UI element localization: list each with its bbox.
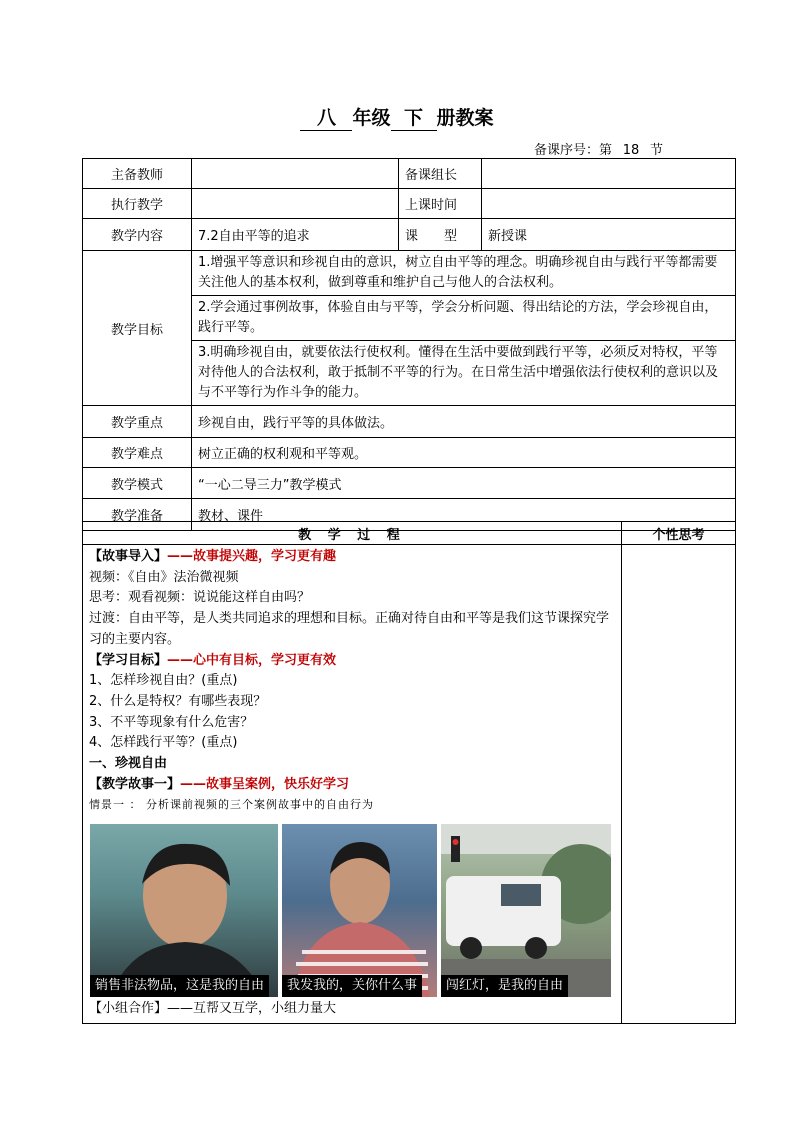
personal-thinking-header: 个性思考 [622, 522, 736, 545]
case-photo-3 [441, 824, 611, 997]
main-teacher-value [192, 159, 399, 189]
video-line: 视频：《自由》法治微视频 [89, 569, 239, 585]
term-value: 下 [391, 103, 437, 131]
term-suffix: 册教案 [436, 107, 494, 129]
van-traffic-light-image [441, 824, 611, 997]
serial-suffix: 节 [650, 143, 664, 158]
exec-teacher-label: 执行教学 [83, 189, 192, 219]
section-heading: 一、珍视自由 [89, 756, 168, 772]
page-title [0, 103, 794, 131]
content-label: 教学内容 [83, 219, 192, 251]
personal-thinking-area [622, 545, 736, 1024]
key-label: 教学重点 [83, 406, 192, 438]
group-leader-value [482, 159, 736, 189]
grade-value: 八 [300, 103, 352, 131]
man-on-phone-image [282, 824, 437, 997]
group-leader-label: 备课组长 [399, 159, 482, 189]
difficulty-value: 树立正确的权利观和平等观。 [192, 438, 736, 468]
main-teacher-label: 主备教师 [83, 159, 192, 189]
class-time-value [482, 189, 736, 219]
goal-tag: 【学习目标】 [89, 652, 168, 668]
teaching-process-table [82, 521, 736, 1024]
story-tag: 【教学故事一】 [89, 776, 181, 792]
goal-item-3: 3.明确珍视自由，就要依法行使权利。懂得在生活中要做到践行平等，必须反对特权，平等对待他人的合法权利，敢于抵制不平等的行为。在日常生活中增强依法行使权利的意识以及与不平等行为作斗争的能力。 [192, 341, 736, 406]
goal-list-item: 4、怎样践行平等？(重点) [89, 735, 238, 751]
goal-heading [89, 651, 617, 672]
transition-line: 过渡：自由平等，是人类共同追求的理想和目标。正确对待自由和平等是我们这节课探究学习的主要内容。 [89, 611, 610, 647]
case-photo-1 [90, 824, 278, 997]
serial-number: 18 [612, 143, 650, 159]
scene-line: 情景一 ： 分析课前视频的三个案例故事中的自由行为 [89, 798, 374, 812]
type-label: 课 型 [399, 219, 482, 251]
case-photos [90, 824, 617, 997]
key-value: 珍视自由，践行平等的具体做法。 [192, 406, 736, 438]
case-photo-2 [282, 824, 437, 997]
goal-list-item: 1、怎样珍视自由？(重点) [89, 673, 238, 689]
grade-suffix: 年级 [352, 107, 391, 129]
intro-tag: 【故事导入】 [89, 549, 168, 564]
goals-label: 教学目标 [83, 251, 192, 406]
case-caption-1: 销售非法物品，这是我的自由 [90, 975, 269, 997]
group-tag: 【小组合作】 [89, 1001, 168, 1017]
story-heading [89, 775, 617, 796]
man-portrait-image [90, 824, 278, 997]
prep-value: 教材、课件 [192, 499, 736, 531]
goal-list-item: 3、不平等现象有什么危害？ [89, 714, 254, 730]
mode-label: 教学模式 [83, 468, 192, 499]
class-time-label: 上课时间 [399, 189, 482, 219]
case-caption-3: 闯红灯，是我的自由 [441, 975, 568, 997]
goal-item-2: 2.学会通过事例故事，体验自由与平等，学会分析问题、得出结论的方法，学会珍视自由，践行平等。 [192, 296, 736, 341]
group-heading [89, 999, 617, 1020]
difficulty-label: 教学难点 [83, 438, 192, 468]
story-slogan: ——故事呈案例，快乐好学习 [180, 776, 350, 792]
think-line: 思考：观看视频：说说能这样自由吗？ [89, 590, 311, 606]
group-slogan: ——互帮又互学，小组力量大 [167, 1001, 337, 1017]
content-value: 7.2自由平等的追求 [192, 219, 399, 251]
serial-line [534, 139, 663, 159]
goal-list-item: 2、什么是特权？有哪些表现？ [89, 693, 267, 709]
process-content [83, 545, 622, 1024]
mode-value: “一心二导三力”教学模式 [192, 468, 736, 499]
goal-slogan: ——心中有目标，学习更有效 [167, 652, 337, 668]
prep-label: 教学准备 [83, 499, 192, 531]
type-value: 新授课 [482, 219, 736, 251]
case-caption-2: 我发我的，关你什么事 [282, 975, 422, 997]
exec-teacher-value [192, 189, 399, 219]
goal-item-1: 1.增强平等意识和珍视自由的意识，树立自由平等的理念。明确珍视自由与践行平等都需要关注他人的基本权利，做到尊重和维护自己与他人的合法权利。 [192, 251, 736, 296]
serial-label: 备课序号：第 [534, 143, 613, 158]
intro-heading [89, 547, 617, 568]
lesson-info-table [82, 158, 736, 531]
process-header: 教 学 过 程 [83, 522, 622, 545]
intro-slogan: ——故事提兴趣，学习更有趣 [167, 549, 337, 564]
